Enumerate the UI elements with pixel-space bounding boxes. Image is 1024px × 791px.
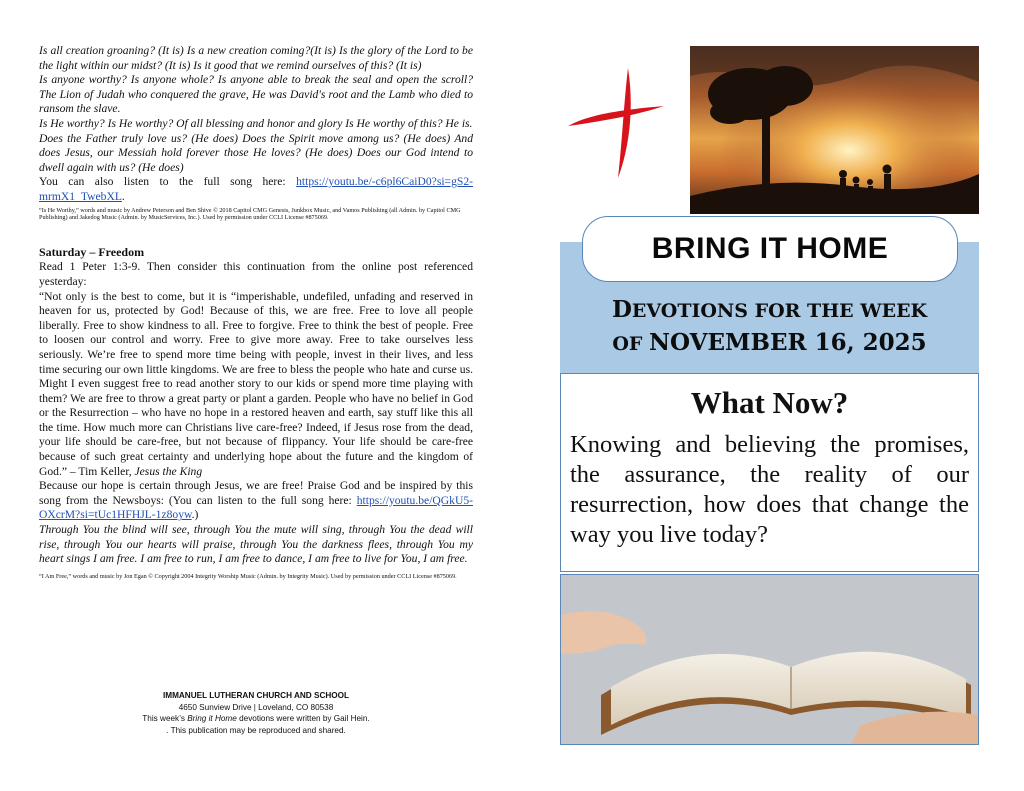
- subtitle-line-2: [560, 327, 979, 360]
- right-panel: [560, 46, 979, 746]
- written-title: Bring it Home: [187, 714, 237, 724]
- listen-paragraph-1: [39, 175, 473, 204]
- quote-text: “Not only is the best to come, but it is “imperishable, undefiled, unfading and reserved in heaven for us, protected by God! Because of this, we are free. Free to love all people liberally. Free to show kindness to all. Free to forgive. Free to think the best of people. Free to loosen our control and worry. Free to give more away. Free to take ourselves less seriously. We’re free to spend more time being with people, invest in their lives, and less time securing our own little kingdoms. We are free to bless the people who hate and curse us. Might I even suggest free to read another story to our kids or spend more time playing with them? We are free to throw a great party or plant a garden. People who have no belief in God or the Resurrection – who have no hope in a restored heaven and earth, say stuff like this all the time. How much more can Christians live care-free? Indeed, if Jesus rose from the dead, your life should be care-free, but not because of flippancy. Your life should be care-free because of such great certainty and underlying hope about the future and the kingdom of God.” – Tim Keller,: [39, 289, 473, 478]
- reproduce-note: . This publication may be reproduced and shared.: [166, 725, 346, 735]
- subtitle-rest-1: EVOTIONS FOR THE WEEK: [631, 300, 928, 322]
- song-link-1[interactable]: https://youtu.be/-c6pl6CaiD0?si=gS2-mrmX1_TwebXL: [39, 175, 473, 203]
- subtitle: [560, 294, 979, 360]
- page-title: BRING IT HOME: [582, 216, 958, 282]
- quote-source: Jesus the King: [134, 464, 203, 478]
- subtitle-initial-1: D: [611, 296, 632, 323]
- lyric-paragraph-1: Is all creation groaning? (It is) Is a new creation coming?(It is) Is the glory of the Lord to be the light within our midst? (It is) Is it good that we remind ourselves of this? (It is): [39, 44, 473, 72]
- sunset-family-photo: [690, 46, 979, 214]
- left-column: [39, 44, 473, 580]
- what-now-body: Knowing and believing the promises, the assurance, the reality of our resurrection, how does that change the way you live today?: [570, 431, 969, 548]
- footer: [39, 690, 473, 736]
- written-by: [39, 713, 473, 725]
- what-now-box: [560, 373, 979, 572]
- lyric-paragraph-4: Does the Father truly love us? (He does) Does the Spirit move among us? (He does) And does Jesus, our Messiah hold forever those He loves? (He does) Does our God intend to dwell again with us? (He does): [39, 131, 473, 174]
- listen-end-1: .: [121, 189, 125, 203]
- credit-1: “Is He Worthy,” words and music by Andrew Peterson and Ben Shive © 2018 Capitol CMG Genesis, Junkbox Music, and Vamos Publishing (all Admin. by Capitol CMG Publishing) and Jakedog Music (Admin. by MusicServices, Inc.). Used by permission under CCLI License #875069.: [39, 206, 461, 221]
- written-pre: This week’s: [142, 714, 188, 724]
- listen-text-1: You can also listen to the full song here:: [39, 175, 297, 189]
- song-link-2[interactable]: https://youtu.be/QGkU5-OXcrM?si=tUc1HFHJL-1z8oyw: [39, 493, 473, 522]
- open-bible-photo: [560, 574, 979, 745]
- subtitle-initial-2: N: [649, 329, 671, 356]
- credit-2: “I Am Free,” words and music by Jon Egan © Copyright 2004 Integrity Worship Music (Admin. by Integrity Music). Used by permission under CCLI License #875069.: [39, 572, 457, 580]
- red-cross-icon: [560, 62, 680, 182]
- org-name: IMMANUEL LUTHERAN CHURCH AND SCHOOL: [162, 691, 350, 700]
- subtitle-rest-2: OVEMBER 16, 2025: [670, 329, 927, 356]
- written-post: devotions were written by Gail Hein.: [236, 714, 370, 724]
- subtitle-line-1: [560, 294, 979, 327]
- lyric-paragraph-2: Is anyone worthy? Is anyone whole? Is anyone able to break the seal and open the scroll? The Lion of Judah who conquered the grave, He was David's root and the Lamb who died to ransom the slave.: [39, 73, 473, 116]
- because-paragraph: [39, 479, 473, 523]
- what-now-title: What Now?: [690, 385, 849, 420]
- because-text: Because our hope is certain through Jesus, we are free! Praise God and be inspired by this song from the Newsboys: (You can listen to the full song here:: [39, 479, 473, 507]
- lyric-paragraph-3: Is He worthy? Is He worthy? Of all blessing and honor and glory Is He worthy of this? He is.: [39, 116, 473, 130]
- address: 4650 Sunview Drive | Loveland, CO 80538: [178, 702, 334, 712]
- saturday-heading: Saturday – Freedom: [39, 245, 145, 260]
- listen-end-2: .): [191, 508, 199, 522]
- read-paragraph: Read 1 Peter 1:3-9. Then consider this continuation from the online post referenced yesterday:: [39, 260, 473, 288]
- keller-quote: [39, 290, 473, 480]
- subtitle-pre-2: OF: [612, 333, 650, 355]
- lyric-paragraph-5: Through You the blind will see, through You the mute will sing, through You the dead will rise, through You our hearts will praise, through You the darkness flees, through You my heart sings I am free. I am free to run, I am free to dance, I am free to live for You, I am free.: [39, 523, 473, 566]
